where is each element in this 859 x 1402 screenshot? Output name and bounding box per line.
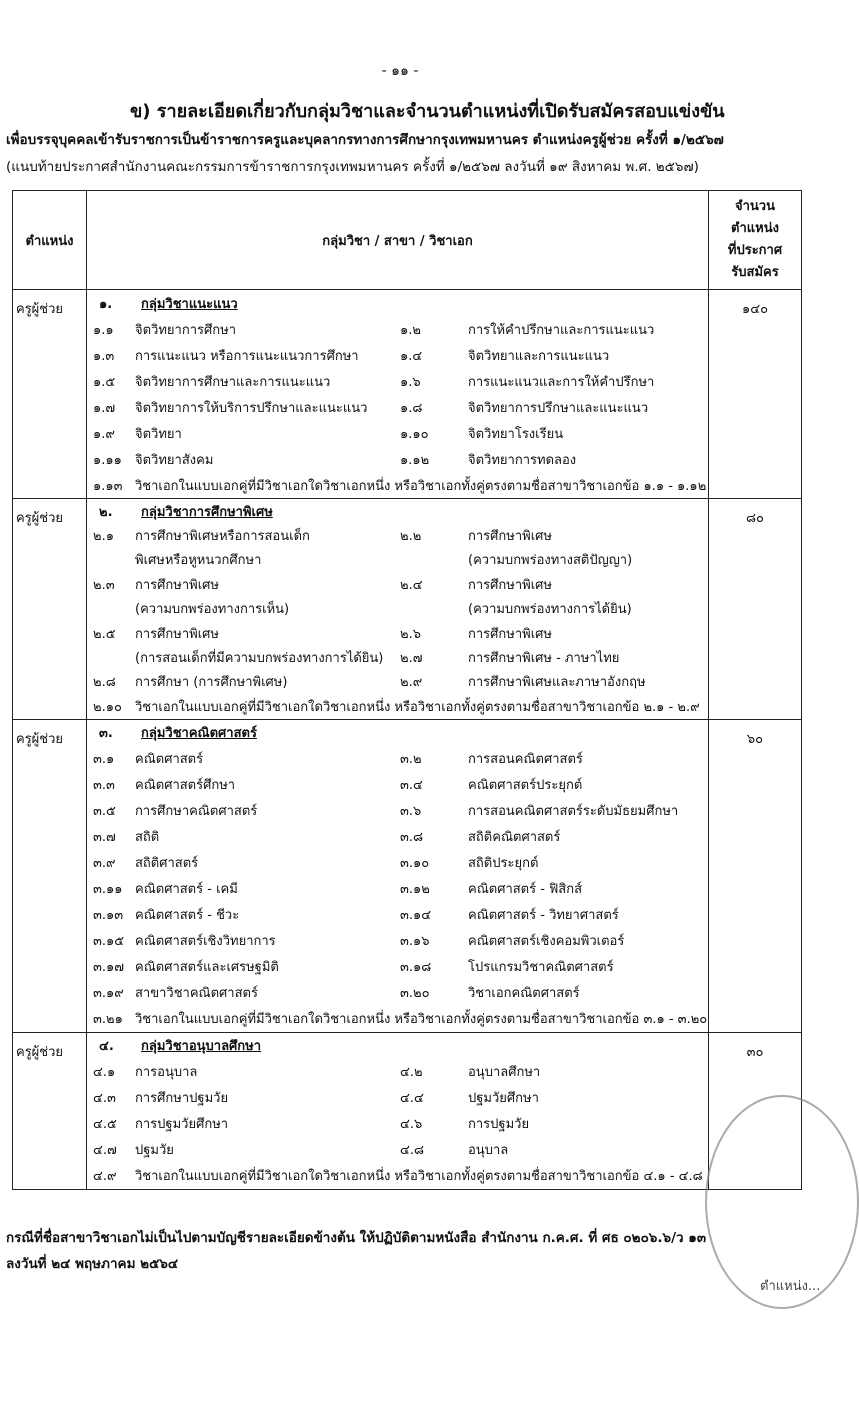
item-number: ๒.๙	[400, 675, 423, 691]
item-number: ๓.๑๒	[400, 882, 430, 898]
subject-line	[87, 772, 708, 798]
section-title	[87, 290, 708, 316]
section-number: ๒.	[99, 504, 113, 520]
subject-line	[87, 798, 708, 824]
section-subjects	[87, 290, 709, 499]
subject-line	[87, 316, 708, 342]
item-number: ๑.๖	[400, 374, 421, 390]
section-title	[87, 1033, 708, 1059]
annex-reference: (แนบท้ายประกาศสำนักงานคณะกรรมการข้าราชการกรุงเทพมหานคร ครั้งที่ ๑/๒๕๖๗ ลงวันที่ ๑๙ สิงหาคม พ.ศ. ๒๕๖๗)	[6, 159, 699, 175]
section-position: ครูผู้ช่วย	[13, 1032, 87, 1189]
item-number: ๒.๖	[400, 626, 421, 642]
item-text: การสอนคณิตศาสตร์	[468, 752, 583, 768]
subject-line	[87, 342, 708, 368]
subject-line	[87, 1163, 708, 1189]
item-text-full: วิชาเอกในแบบเอกคู่ที่มีวิชาเอกใดวิชาเอกหนึ่ง หรือวิชาเอกทั้งคู่ตรงตามชื่อสาขาวิชาเอกข้อ ๓.๑ - ๓.๒๐	[135, 1012, 708, 1028]
item-text: สถิติประยุกต์	[468, 856, 539, 872]
item-text: สถิติศาสตร์	[135, 856, 199, 872]
seal-text: ตำแหน่ง...	[760, 1279, 821, 1294]
item-text: การศึกษาพิเศษ	[135, 626, 219, 642]
subject-line	[87, 746, 708, 772]
section-title-text: กลุ่มวิชาการศึกษาพิเศษ	[141, 504, 273, 520]
item-number: ๔.๑	[93, 1065, 116, 1081]
item-number: ๒.๑	[93, 529, 114, 545]
section-title-text: กลุ่มวิชาคณิตศาสตร์	[141, 726, 257, 742]
item-text: จิตวิทยาการศึกษา	[135, 322, 236, 338]
subject-line	[87, 850, 708, 876]
item-number: ๓.๑๓	[93, 908, 124, 924]
subject-line	[87, 902, 708, 928]
table-header-row	[13, 191, 802, 290]
section-count: ๓๐	[709, 1032, 802, 1189]
item-number: ๔.๘	[400, 1143, 425, 1159]
item-number: ๔.๙	[93, 1169, 117, 1185]
item-number: ๒.๒	[400, 529, 422, 545]
item-number: ๔.๒	[400, 1065, 423, 1081]
item-text: (ความบกพร่องทางการเห็น)	[135, 602, 290, 618]
subject-line	[87, 446, 708, 472]
item-number: ๒.๘	[93, 675, 116, 691]
item-number: ๓.๘	[400, 830, 424, 846]
subject-line	[87, 1111, 708, 1137]
subject-line	[87, 928, 708, 954]
item-number: ๒.๗	[400, 651, 423, 667]
subject-line	[87, 980, 708, 1006]
section-row	[13, 290, 802, 499]
item-text: โปรแกรมวิชาคณิตศาสตร์	[468, 960, 614, 976]
item-text: ปฐมวัยศึกษา	[468, 1091, 539, 1107]
item-number: ๓.๔	[400, 778, 423, 794]
item-text: คณิตศาสตร์	[135, 752, 204, 768]
item-number: ๓.๑	[93, 752, 115, 768]
subject-line	[87, 621, 708, 645]
item-text: (การสอนเด็กที่มีความบกพร่องทางการได้ยิน)	[135, 651, 384, 667]
item-number: ๑.๑๐	[400, 426, 429, 442]
section-row	[13, 1032, 802, 1189]
item-number: ๑.๑๒	[400, 452, 430, 468]
item-text: จิตวิทยาสังคม	[135, 452, 214, 468]
item-number: ๒.๔	[400, 577, 423, 593]
item-text: อนุบาลศึกษา	[468, 1065, 541, 1081]
item-text: คณิตศาสตร์ - ฟิสิกส์	[468, 882, 583, 898]
item-text-full: วิชาเอกในแบบเอกคู่ที่มีวิชาเอกใดวิชาเอกหนึ่ง หรือวิชาเอกทั้งคู่ตรงตามชื่อสาขาวิชาเอกข้อ ๔.๑ - ๔.๘	[135, 1169, 703, 1185]
item-text: คณิตศาสตร์ - ชีวะ	[135, 908, 240, 924]
section-title-text: กลุ่มวิชาอนุบาลศึกษา	[141, 1039, 262, 1055]
item-text: การสอนคณิตศาสตร์ระดับมัธยมศึกษา	[468, 804, 679, 820]
item-number: ๓.๑๔	[400, 908, 432, 924]
item-text: คณิตศาสตร์เชิงวิทยาการ	[135, 934, 276, 950]
item-text: การศึกษาพิเศษ	[468, 529, 552, 545]
item-number: ๓.๑๕	[93, 934, 125, 950]
item-text: การปฐมวัย	[468, 1117, 530, 1133]
section-row	[13, 499, 802, 720]
footer-note: กรณีที่ชื่อสาขาวิชาเอกไม่เป็นไปตามบัญชีรายละเอียดข้างต้น ให้ปฏิบัติตามหนังสือ สำนักงาน ก.ค.ศ. ที่ ศธ ๐๒๐๖.๖/ว ๑๓	[6, 1230, 707, 1246]
subject-line	[87, 954, 708, 980]
subject-line	[87, 694, 708, 718]
section-count: ๑๔๐	[709, 290, 802, 499]
item-number: ๔.๕	[93, 1117, 117, 1133]
subject-line	[87, 824, 708, 850]
section-position: ครูผู้ช่วย	[13, 290, 87, 499]
item-number: ๔.๖	[400, 1117, 423, 1133]
subject-line	[87, 472, 708, 498]
item-text: การอนุบาล	[135, 1065, 198, 1081]
subject-line	[87, 548, 708, 572]
item-number: ๓.๑๙	[93, 986, 124, 1002]
item-text: การศึกษา (การศึกษาพิเศษ)	[135, 675, 288, 691]
section-subjects	[87, 499, 709, 720]
item-text: พิเศษหรือหูหนวกศึกษา	[135, 553, 262, 569]
item-number: ๓.๒๐	[400, 986, 430, 1002]
item-number: ๓.๓	[93, 778, 115, 794]
item-number: ๑.๘	[400, 400, 423, 416]
item-number: ๑.๗	[93, 400, 116, 416]
section-count: ๘๐	[709, 499, 802, 720]
item-number: ๑.๔	[400, 348, 423, 364]
item-number: ๒.๕	[93, 626, 116, 642]
item-text: จิตวิทยาการให้บริการปรึกษาและแนะแนว	[135, 400, 368, 416]
item-number: ๔.๗	[93, 1143, 117, 1159]
item-text: จิตวิทยาโรงเรียน	[468, 426, 564, 442]
item-text: คณิตศาสตร์และเศรษฐมิติ	[135, 960, 279, 976]
section-number: ๑.	[99, 296, 113, 312]
item-text: การศึกษาพิเศษหรือการสอนเด็ก	[135, 529, 310, 545]
item-text: อนุบาล	[468, 1143, 509, 1159]
item-number: ๑.๑	[93, 322, 114, 338]
header-position: ตำแหน่ง	[13, 191, 87, 290]
subject-line	[87, 368, 708, 394]
item-number: ๓.๑๑	[93, 882, 123, 898]
item-text: สถิติคณิตศาสตร์	[468, 830, 561, 846]
section-subjects	[87, 1032, 709, 1189]
item-number: ๓.๕	[93, 804, 116, 820]
subject-line	[87, 572, 708, 596]
item-text: สาขาวิชาคณิตศาสตร์	[135, 986, 258, 1002]
subject-line	[87, 1085, 708, 1111]
subject-line	[87, 1137, 708, 1163]
subject-line	[87, 1059, 708, 1085]
section-position: ครูผู้ช่วย	[13, 719, 87, 1032]
section-subjects	[87, 719, 709, 1032]
item-number: ๔.๔	[400, 1091, 424, 1107]
section-row	[13, 719, 802, 1032]
section-number: ๓.	[99, 726, 113, 742]
item-number: ๓.๑๘	[400, 960, 432, 976]
item-number: ๒.๓	[93, 577, 115, 593]
item-text: (ความบกพร่องทางสติปัญญา)	[468, 553, 633, 569]
item-number: ๓.๒๑	[93, 1012, 123, 1028]
item-number: ๒.๑๐	[93, 699, 122, 715]
item-text: การศึกษาพิเศษและภาษาอังกฤษ	[468, 675, 646, 691]
item-text: การให้คำปรึกษาและการแนะแนว	[468, 322, 655, 338]
document-heading: ข) รายละเอียดเกี่ยวกับกลุ่มวิชาและจำนวนตำแหน่งที่เปิดรับสมัครสอบแข่งขัน	[130, 101, 725, 122]
header-count-line: ตำแหน่ง	[731, 221, 779, 236]
item-text: จิตวิทยาการทดลอง	[468, 452, 577, 468]
item-text: การแนะแนว หรือการแนะแนวการศึกษา	[135, 348, 359, 364]
section-number: ๔.	[99, 1039, 114, 1055]
positions-table	[12, 190, 802, 1190]
header-subjects: กลุ่มวิชา / สาขา / วิชาเอก	[87, 191, 709, 290]
item-text: สถิติ	[135, 830, 160, 846]
item-text-full: วิชาเอกในแบบเอกคู่ที่มีวิชาเอกใดวิชาเอกหนึ่ง หรือวิชาเอกทั้งคู่ตรงตามชื่อสาขาวิชาเอกข้อ ๒.๑ - ๒.๙	[135, 699, 700, 715]
item-number: ๑.๑๓	[93, 478, 123, 494]
subject-line	[87, 394, 708, 420]
subject-line	[87, 876, 708, 902]
item-number: ๓.๖	[400, 804, 422, 820]
item-text: ปฐมวัย	[135, 1143, 174, 1159]
item-number: ๑.๓	[93, 348, 115, 364]
item-number: ๓.๑๗	[93, 960, 125, 976]
subject-line	[87, 523, 708, 547]
item-text-full: วิชาเอกในแบบเอกคู่ที่มีวิชาเอกใดวิชาเอกหนึ่ง หรือวิชาเอกทั้งคู่ตรงตามชื่อสาขาวิชาเอกข้อ ๑.๑ - ๑.๑๒	[135, 478, 707, 494]
subject-line	[87, 670, 708, 694]
subject-line	[87, 597, 708, 621]
footer-date: ลงวันที่ ๒๔ พฤษภาคม ๒๕๖๔	[6, 1256, 179, 1272]
item-text: จิตวิทยา	[135, 426, 182, 442]
item-text: คณิตศาสตร์ - วิทยาศาสตร์	[468, 908, 619, 924]
subject-line	[87, 1006, 708, 1032]
header-count-line: ที่ประกาศ	[727, 243, 783, 258]
item-text: การศึกษาพิเศษ	[135, 577, 219, 593]
item-text: การแนะแนวและการให้คำปรึกษา	[468, 374, 655, 390]
header-count-line: รับสมัคร	[731, 265, 779, 280]
item-text: การศึกษาพิเศษ	[468, 577, 552, 593]
item-text: การศึกษาพิเศษ - ภาษาไทย	[468, 651, 620, 667]
page-number: - ๑๑ -	[381, 63, 419, 79]
item-text: จิตวิทยาการปรึกษาและแนะแนว	[468, 400, 649, 416]
section-title	[87, 499, 708, 523]
subject-line	[87, 420, 708, 446]
item-text: การศึกษาปฐมวัย	[135, 1091, 229, 1107]
section-position: ครูผู้ช่วย	[13, 499, 87, 720]
item-number: ๓.๙	[93, 856, 116, 872]
item-number: ๑.๒	[400, 322, 421, 338]
section-title-text: กลุ่มวิชาแนะแนว	[141, 296, 238, 312]
item-text: การศึกษาคณิตศาสตร์	[135, 804, 258, 820]
item-number: ๓.๑๖	[400, 934, 430, 950]
item-number: ๓.๒	[400, 752, 422, 768]
item-number: ๔.๓	[93, 1091, 116, 1107]
item-text: การปฐมวัยศึกษา	[135, 1117, 229, 1133]
header-count-line: จำนวน	[735, 199, 775, 214]
item-text: จิตวิทยาและการแนะแนว	[468, 348, 610, 364]
item-text: คณิตศาสตร์ประยุกต์	[468, 778, 583, 794]
document-subheading: เพื่อบรรจุบุคคลเข้ารับราชการเป็นข้าราชการครูและบุคลากรทางการศึกษากรุงเทพมหานคร ตำแหน่งครูผู้ช่วย ครั้งที่ ๑/๒๕๖๗	[6, 132, 724, 148]
item-text: (ความบกพร่องทางการได้ยิน)	[468, 602, 632, 618]
header-count	[709, 191, 802, 290]
item-number: ๑.๑๑	[93, 452, 122, 468]
item-text: วิชาเอกคณิตศาสตร์	[468, 986, 580, 1002]
subject-line	[87, 645, 708, 669]
item-text: การศึกษาพิเศษ	[468, 626, 552, 642]
item-number: ๓.๗	[93, 830, 116, 846]
item-number: ๑.๕	[93, 374, 116, 390]
section-title	[87, 720, 708, 746]
item-text: จิตวิทยาการศึกษาและการแนะแนว	[135, 374, 331, 390]
item-number: ๑.๙	[93, 426, 115, 442]
section-count: ๖๐	[709, 719, 802, 1032]
item-text: คณิตศาสตร์ - เคมี	[135, 882, 238, 898]
item-text: คณิตศาสตร์เชิงคอมพิวเตอร์	[468, 934, 625, 950]
item-number: ๓.๑๐	[400, 856, 430, 872]
item-text: คณิตศาสตร์ศึกษา	[135, 778, 236, 794]
